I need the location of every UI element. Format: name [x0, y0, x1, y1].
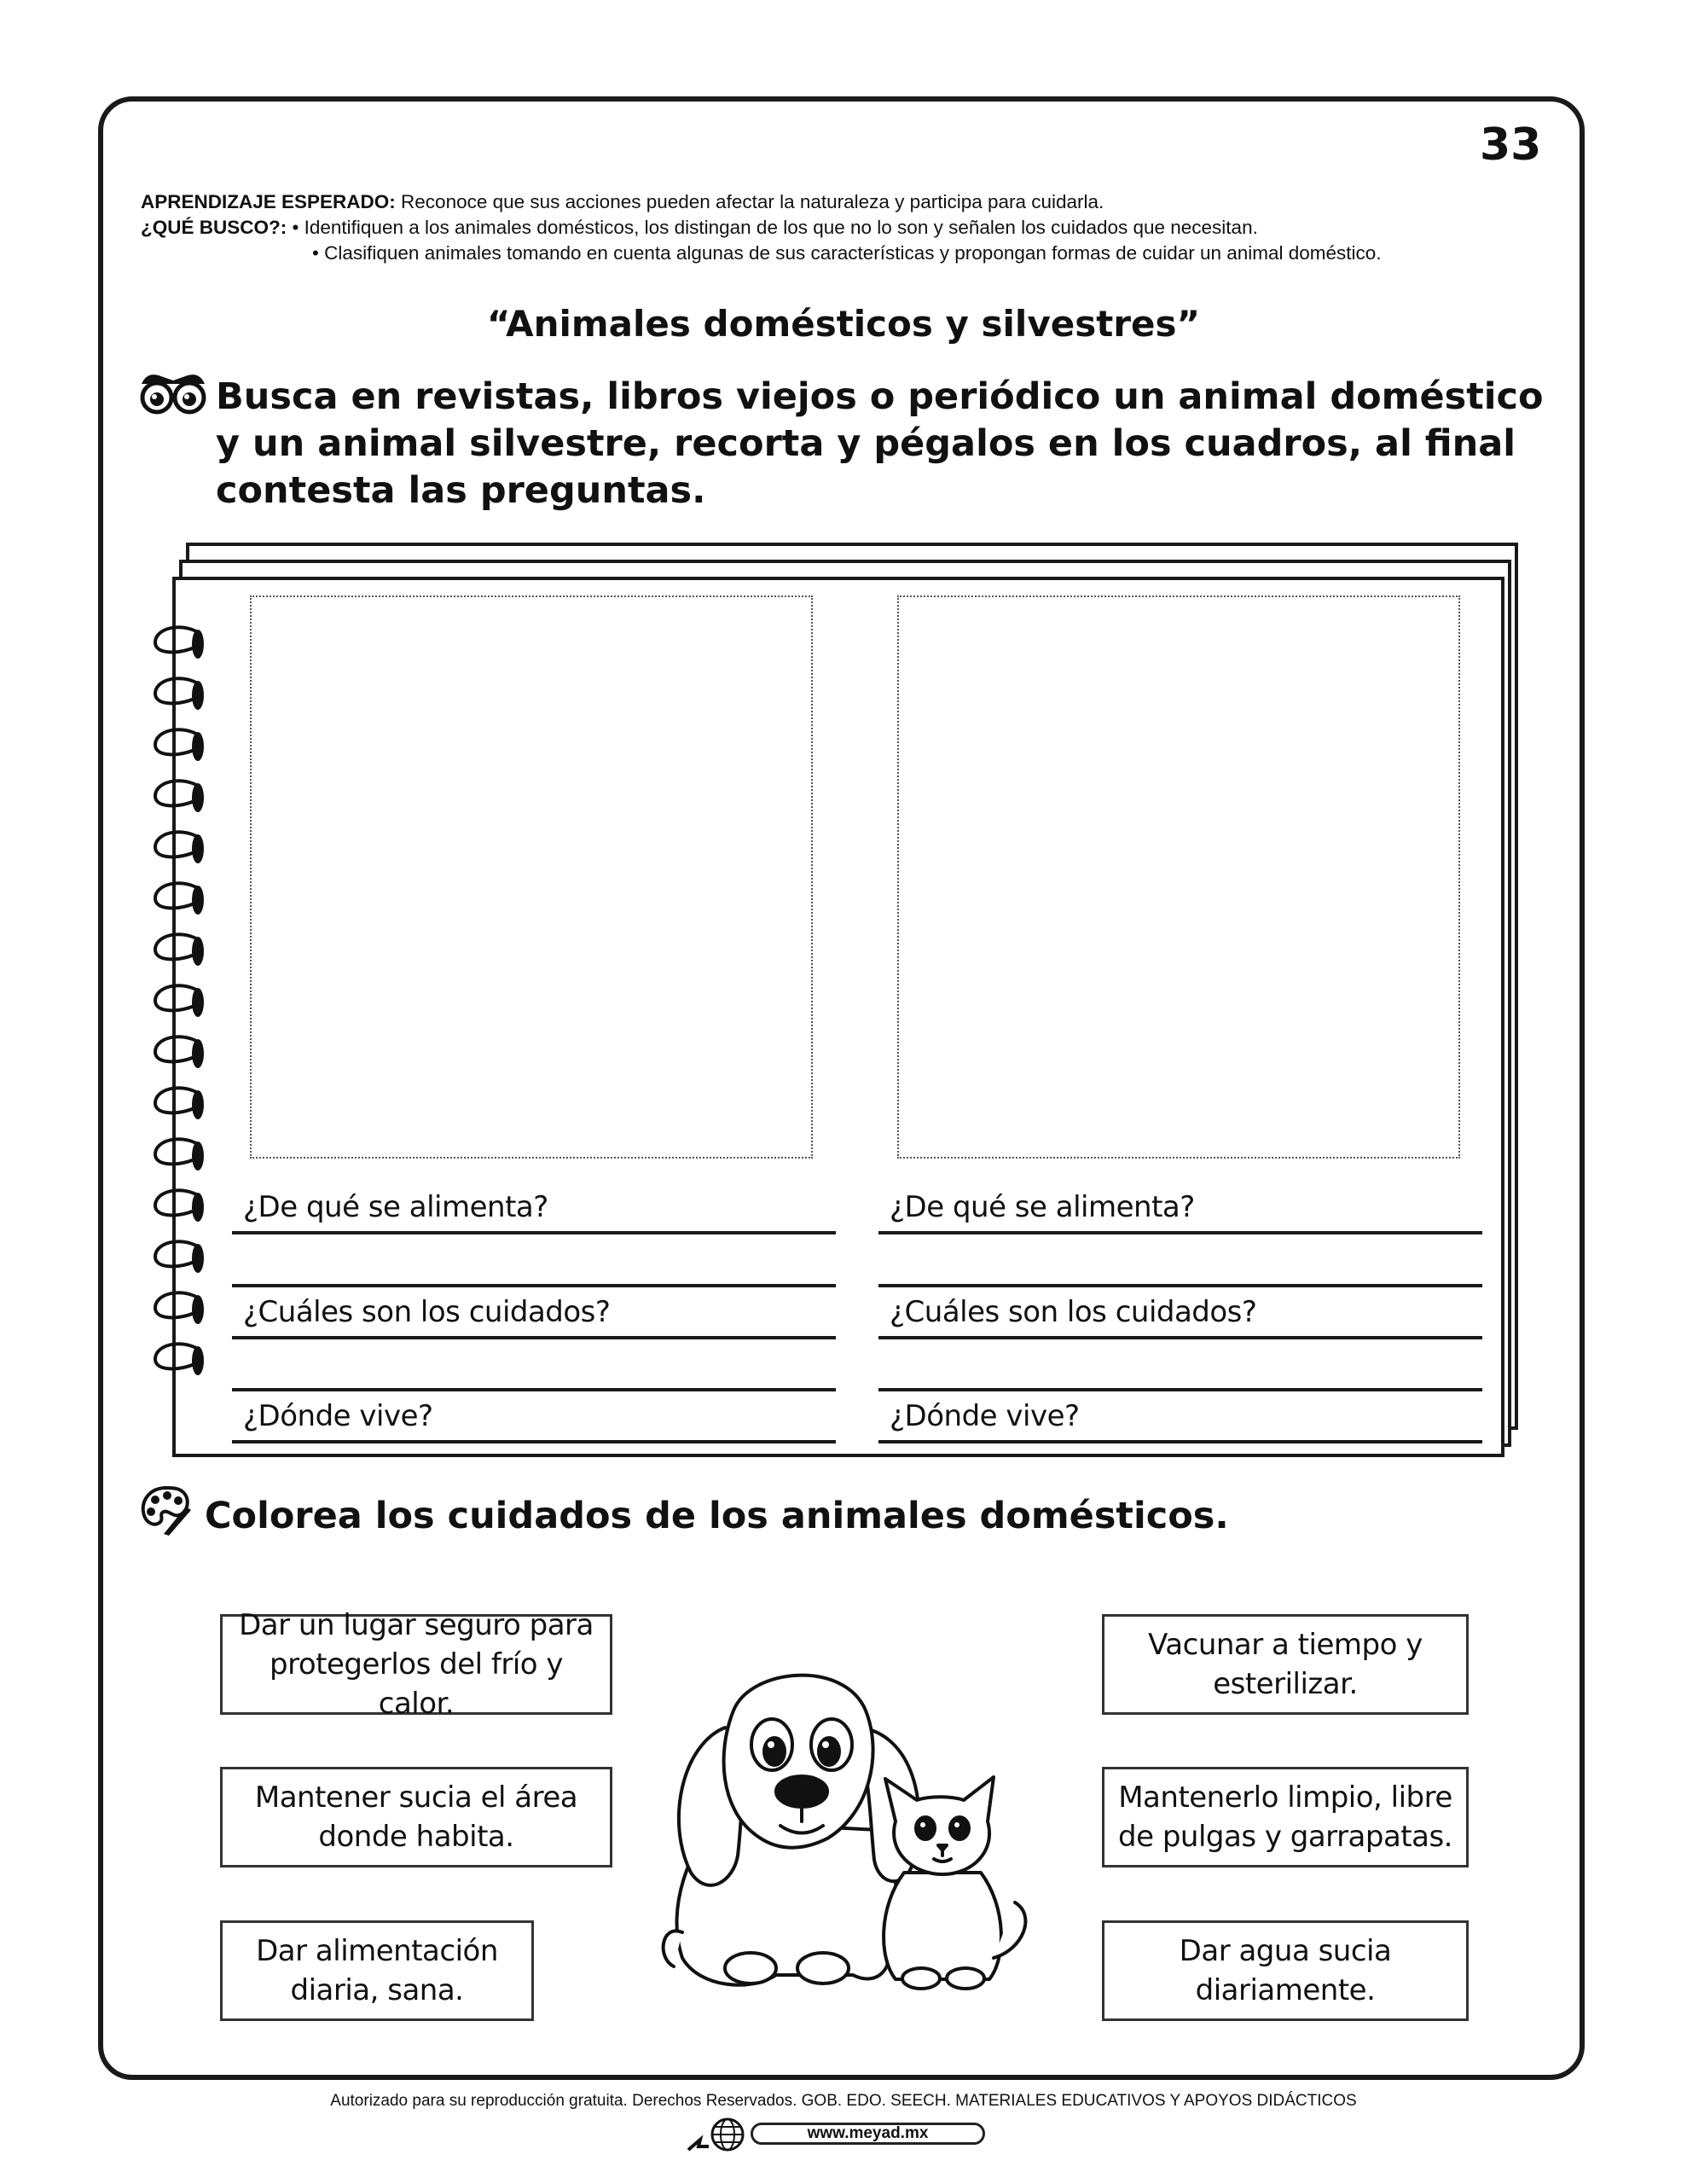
domestic-animal-paste-box[interactable] — [250, 595, 813, 1159]
spiral-ring — [155, 1241, 204, 1273]
care-option-right-3[interactable]: Dar agua sucia diariamente. — [1102, 1920, 1469, 2021]
question-habitat-left: ¿Dónde vive? — [243, 1399, 433, 1433]
care-option-left-2[interactable]: Mantener sucia el área donde habita. — [220, 1767, 612, 1867]
spiral-ring — [155, 781, 204, 812]
answer-line[interactable] — [878, 1440, 1482, 1443]
answer-line[interactable] — [232, 1284, 836, 1287]
learning-objectives — [141, 189, 1382, 266]
page-number: 33 — [1480, 119, 1542, 171]
spiral-ring — [155, 832, 204, 863]
question-food-right: ¿De qué se alimenta? — [890, 1190, 1195, 1224]
wild-animal-paste-box[interactable] — [897, 595, 1460, 1159]
spiral-ring — [155, 883, 204, 915]
expected-label: APRENDIZAJE ESPERADO: — [141, 191, 396, 212]
footer-credits: Autorizado para su reproducción gratuita. Derechos Reservados. GOB. EDO. SEECH. MATERIALES EDUCATIVOS Y APOYOS DIDÁCTICOS — [330, 2092, 1357, 2110]
answer-line[interactable] — [232, 1440, 836, 1443]
seek-line — [141, 215, 1382, 241]
answer-line[interactable] — [878, 1336, 1482, 1339]
spiral-ring — [155, 1139, 204, 1170]
care-option-right-2[interactable]: Mantenerlo limpio, libre de pulgas y garrapatas. — [1102, 1767, 1469, 1867]
question-care-right: ¿Cuáles son los cuidados? — [890, 1295, 1257, 1329]
spiral-ring — [155, 678, 204, 710]
answer-line[interactable] — [878, 1284, 1482, 1287]
spiral-binding — [145, 623, 213, 1416]
instruction-color: Colorea los cuidados de los animales domésticos. — [205, 1495, 1229, 1537]
activity-title: “Animales domésticos y silvestres” — [486, 303, 1201, 345]
spiral-ring — [155, 1344, 204, 1375]
instruction-cut-paste: Busca en revistas, libros viejos o periódico un animal doméstico y un animal silvestre, recorta y pégalos en los cuadros, al final contesta las preguntas. — [216, 375, 1544, 512]
seek-item-2: • Clasifiquen animales tomando en cuenta algunas de sus características y propongan formas de cuidar un animal doméstico. — [312, 242, 1382, 264]
expected-learning-line — [141, 189, 1382, 215]
care-option-left-3[interactable]: Dar alimentación diaria, sana. — [220, 1920, 534, 2021]
website-url[interactable]: www.meyad.mx — [751, 2123, 985, 2145]
answer-line[interactable] — [232, 1336, 836, 1339]
question-care-left: ¿Cuáles son los cuidados? — [243, 1295, 611, 1329]
spiral-ring — [155, 1037, 204, 1068]
answer-line[interactable] — [878, 1388, 1482, 1391]
seek-label: ¿QUÉ BUSCO?: — [141, 217, 287, 238]
spiral-ring — [155, 985, 204, 1017]
care-option-right-1[interactable]: Vacunar a tiempo y esterilizar. — [1102, 1614, 1469, 1715]
spiral-ring — [155, 1292, 204, 1324]
spiral-ring — [155, 934, 204, 966]
spiral-ring — [155, 729, 204, 761]
question-food-left: ¿De qué se alimenta? — [243, 1190, 548, 1224]
dog-and-cat-illustration — [657, 1651, 1041, 1992]
answer-line[interactable] — [232, 1388, 836, 1391]
spiral-ring — [155, 627, 204, 659]
answer-line[interactable] — [232, 1231, 836, 1234]
spiral-ring — [155, 1190, 204, 1222]
paint-palette-icon — [138, 1483, 194, 1539]
globe-cursor-icon — [687, 2116, 746, 2153]
question-habitat-right: ¿Dónde vive? — [890, 1399, 1080, 1433]
answer-line[interactable] — [878, 1231, 1482, 1234]
expected-text: Reconoce que sus acciones pueden afectar la naturaleza y participa para cuidarla. — [395, 191, 1104, 212]
eyes-icon — [138, 369, 208, 416]
spiral-ring — [155, 1088, 204, 1119]
care-option-left-1[interactable]: Dar un lugar seguro para protegerlos del frío y calor. — [220, 1614, 612, 1715]
seek-item-1: • Identifiquen a los animales domésticos, los distingan de los que no lo son y señalen los cuidados que necesitan. — [287, 217, 1258, 238]
